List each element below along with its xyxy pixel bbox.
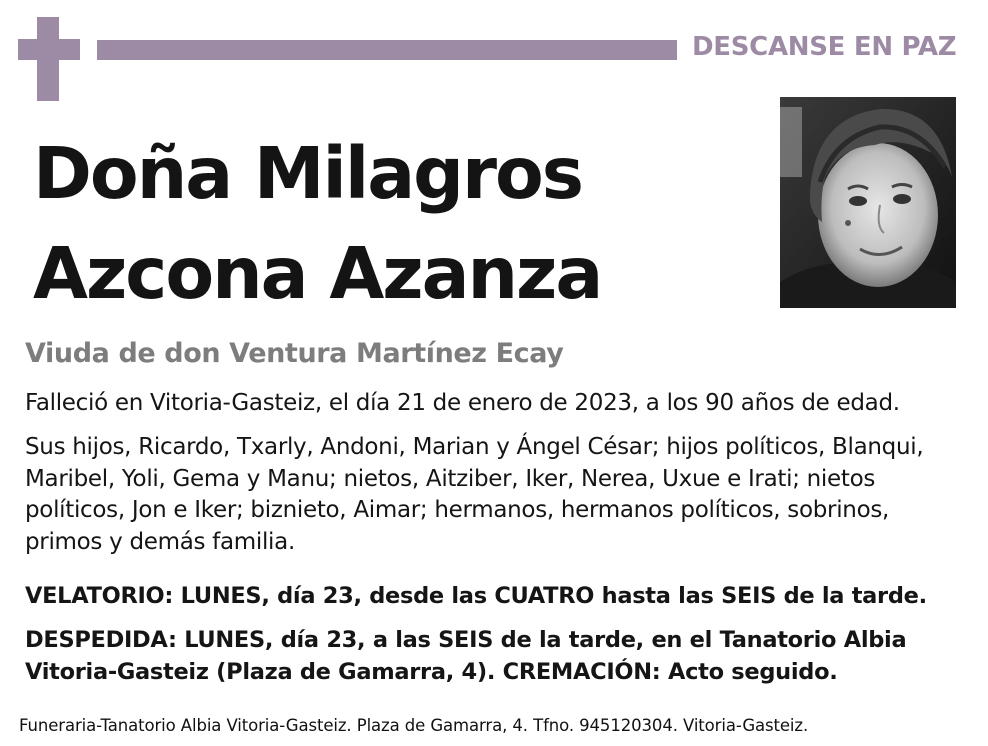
death-notice: Falleció en Vitoria-Gasteiz, el día 21 de enero de 2023, a los 90 años de edad. [25,390,900,416]
portrait-image [780,97,956,308]
deceased-name-line2: Azcona Azanza [33,232,602,315]
family-list: Sus hijos, Ricardo, Txarly, Andoni, Marian y Ángel César; hijos políticos, Blanqui, Maribel, Yoli, Gema y Manu; nietos, Aitziber, Iker, Nerea, Uxue e Irati; nietos políticos, Jon e Iker; biznieto, Aimar; hermanos, hermanos políticos, sobrinos, primos y demás familia. [25,434,924,555]
deceased-name-line1: Doña Milagros [33,132,583,215]
widow-line: Viuda de don Ventura Martínez Ecay [25,338,564,369]
header-bar [97,40,677,60]
cross-horizontal [18,39,80,60]
farewell-info: DESPEDIDA: LUNES, día 23, a las SEIS de la tarde, en el Tanatorio Albia Vitoria-Gasteiz (Plaza de Gamarra, 4). CREMACIÓN: Acto seguido. [25,627,907,685]
header-label: DESCANSE EN PAZ [692,32,957,62]
portrait-photo [780,97,956,308]
wake-info: VELATORIO: LUNES, día 23, desde las CUATRO hasta las SEIS de la tarde. [25,583,927,609]
funeral-home-footer: Funeraria-Tanatorio Albia Vitoria-Gasteiz. Plaza de Gamarra, 4. Tfno. 945120304. Vitoria-Gasteiz. [19,716,809,735]
